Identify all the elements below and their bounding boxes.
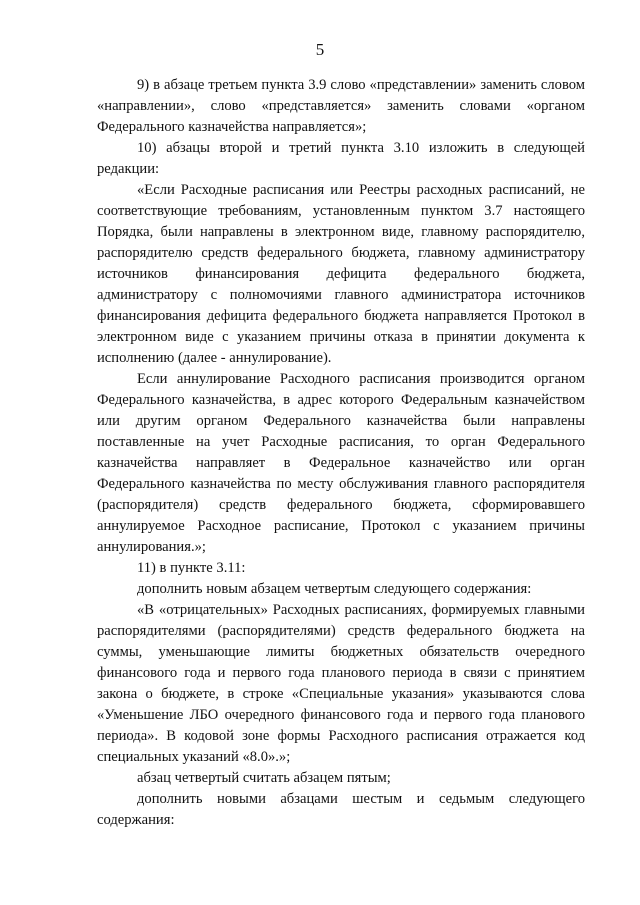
paragraph-quoted-cancellation: «Если Расходные расписания или Реестры расходных расписаний, не соответствующие требованиям, установленным пунктом 3.7 настоящего Порядка, были направлены в электронном виде, главному распорядителю, распорядителю средств федерального бюджета, главному администратору источников финансирования дефицита федерального бюджета, администратору с полномочиями главного администратора источников финансирования дефицита федерального бюджета направляется Протокол в электронном виде с указанием причины отказа в принятии документа к исполнению (далее - аннулирование). [97,182,585,366]
paragraph-renumber: абзац четвертый считать абзацем пятым; [137,770,391,786]
paragraph-cancellation-by-treasury: Если аннулирование Расходного расписания производится органом Федерального казначейства, в адрес которого Федеральным казначейством или другим органом Федерального казначейства были направлены поставленные на учет Расходные расписания, то орган Федерального казначейства направляет в Федеральное казначейство или орган Федерального казначейства по месту обслуживания главного распорядителя (распорядителя) средств федерального бюджета, сформировавшего аннулируемое Расходное расписание, Протокол с указанием причины аннулирования.»; [97,371,585,555]
paragraph-add-fourth-abzac: дополнить новым абзацем четвертым следующего содержания: [137,581,532,597]
page-number: 5 [315,40,325,59]
paragraph-item-11: 11) в пункте 3.11: [137,560,246,576]
paragraph-negative-schedules: «В «отрицательных» Расходных расписаниях, формируемых главными распорядителями (распорядителями) средств федерального бюджета на суммы, уменьшающие лимиты бюджетных обязательств очередного финансового года и первого года планового периода в связи с принятием закона о бюджете, в строке «Специальные указания» указываются слова «Уменьшение ЛБО очередного финансового года и первого года планового периода». В кодовой зоне формы Расходного расписания отражается код специальных указаний «8.0».»; [97,602,585,765]
paragraph-add-sixth-seventh: дополнить новыми абзацами шестым и седьмым следующего содержания: [97,791,585,828]
paragraph-item-9: 9) в абзаце третьем пункта 3.9 слово «представлении» заменить словом «направлении», слово «представляется» заменить словами «органом Федерального казначейства направляется»; [97,77,585,135]
document-body [97,75,585,831]
paragraph-item-10: 10) абзацы второй и третий пункта 3.10 изложить в следующей редакции: [97,140,585,177]
